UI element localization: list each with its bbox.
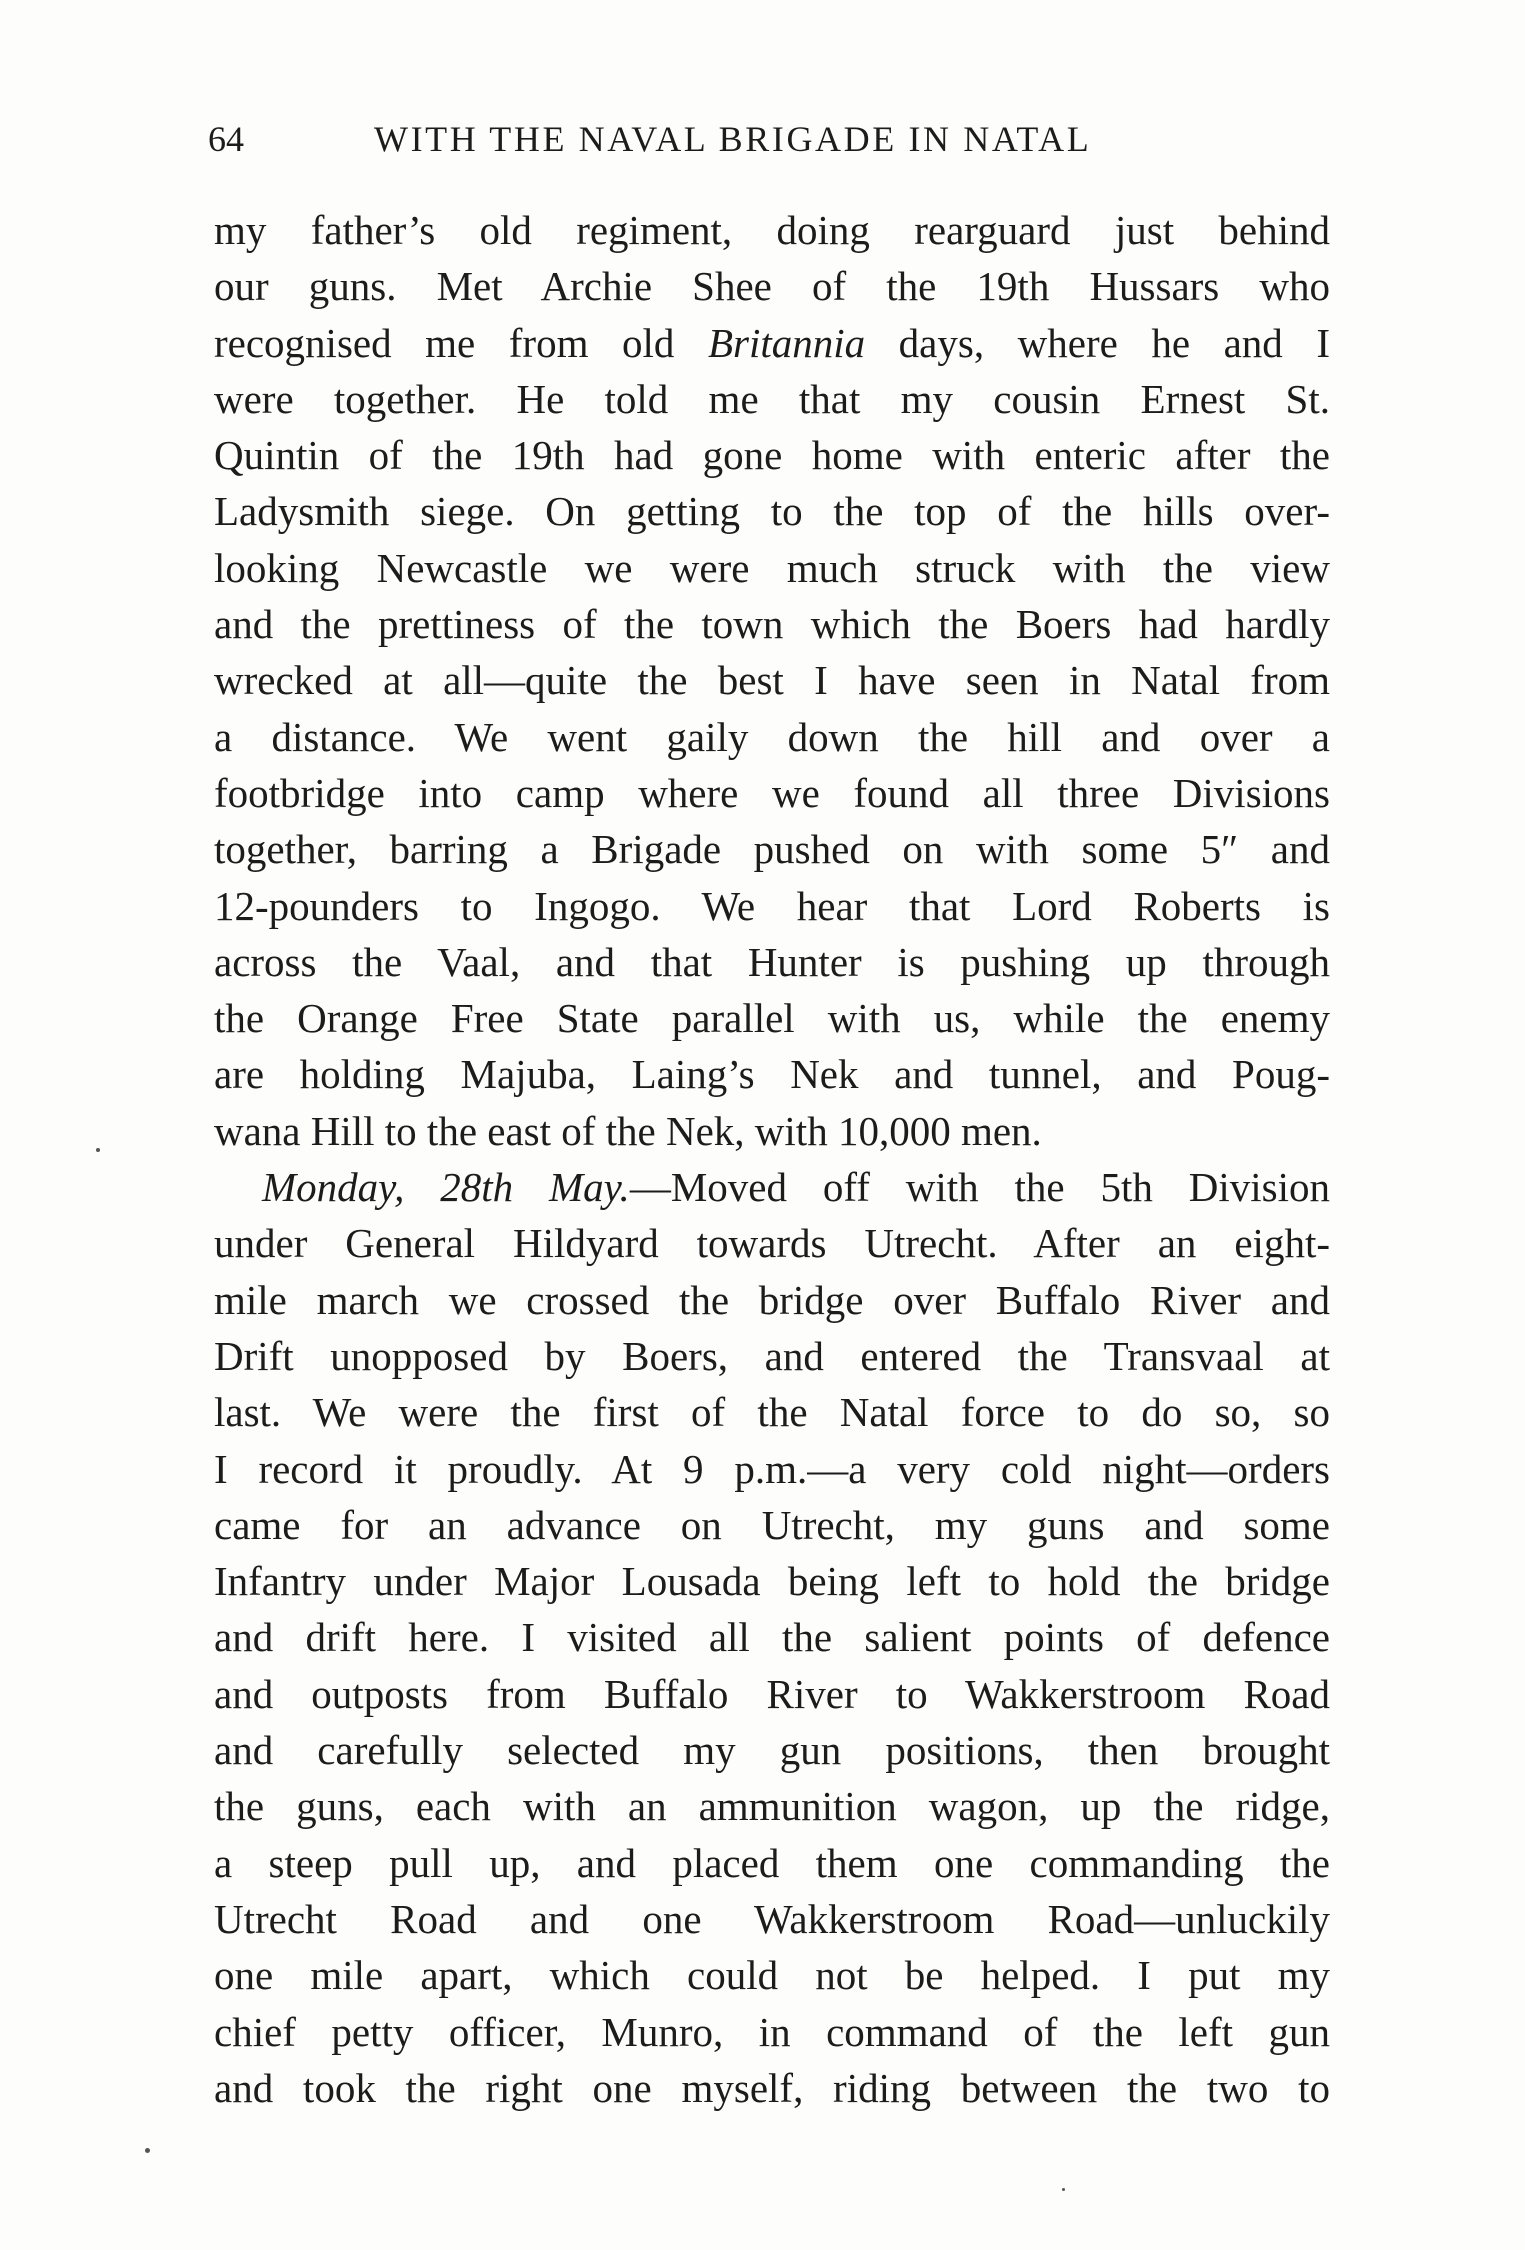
text-line: a distance. We went gaily down the hill and over a [214,713,1330,760]
text-line: and the prettiness of the town which the Boers had hardly [214,601,1330,648]
text-line: footbridge into camp where we found all three Divisions [214,769,1330,816]
text-line: recognised me from old Britannia days, where he and I [214,319,1330,366]
text-line: together, barring a Brigade pushed on with some 5″ and [214,826,1330,873]
running-title: WITH THE NAVAL BRIGADE IN NATAL [374,119,1092,159]
text-line: wrecked at all—quite the best I have seen in Natal from [214,657,1330,704]
page-number: 64 [208,119,244,159]
text-line: and drift here. I visited all the salient points of defence [214,1614,1330,1661]
text-line: the guns, each with an ammunition wagon, up the ridge, [214,1783,1330,1830]
text-line: chief petty officer, Munro, in command of the left gun [214,2008,1330,2055]
text-line: and took the right one myself, riding between the two to [214,2064,1330,2111]
text-line: Utrecht Road and one Wakkerstroom Road—unluckily [214,1895,1330,1942]
page-header [208,118,1328,178]
italic-phrase: Britannia [707,319,866,366]
text-line: Infantry under Major Lousada being left to hold the bridge [214,1558,1330,1605]
text-line: and carefully selected my gun positions, then brought [214,1727,1330,1774]
text-line: our guns. Met Archie Shee of the 19th Hussars who [214,263,1330,310]
italic-phrase: Monday, 28th May. [262,1164,630,1211]
paper-speck [96,1148,100,1152]
text-line: and outposts from Buffalo River to Wakkerstroom Road [214,1670,1330,1717]
text-line: were together. He told me that my cousin Ernest St. [214,375,1330,422]
text-line: a steep pull up, and placed them one commanding the [214,1839,1330,1886]
text-line: came for an advance on Utrecht, my guns and some [214,1501,1330,1548]
text-line: my father’s old regiment, doing rearguard just behind [214,207,1330,253]
paper-speck [145,2148,150,2153]
text-line: mile march we crossed the bridge over Buffalo River and [214,1276,1330,1323]
text-line: I record it proudly. At 9 p.m.—a very cold night—orders [214,1445,1330,1492]
text-line: the Orange Free State parallel with us, while the enemy [214,995,1330,1042]
text-line: wana Hill to the east of the Nek, with 10,000 men. [214,1107,1042,1154]
text-line: Drift unopposed by Boers, and entered the Transvaal at [214,1332,1330,1379]
text-line: Quintin of the 19th had gone home with enteric after the [214,432,1330,479]
text-line: are holding Majuba, Laing’s Nek and tunnel, and Poug- [214,1051,1330,1098]
body-text [214,202,1330,2116]
text-line: across the Vaal, and that Hunter is pushing up through [214,938,1330,985]
text-line: Monday, 28th May.—Moved off with the 5th Division [262,1164,1330,1211]
paper-speck [1062,2188,1065,2191]
text-line: 12-pounders to Ingogo. We hear that Lord Roberts is [214,882,1330,929]
text-line: Ladysmith siege. On getting to the top of the hills over- [214,488,1330,535]
text-line: last. We were the first of the Natal force to do so, so [214,1389,1330,1436]
text-line: one mile apart, which could not be helped. I put my [214,1952,1330,1999]
text-line: under General Hildyard towards Utrecht. After an eight- [214,1220,1330,1267]
text-line: looking Newcastle we were much struck with the view [214,544,1330,591]
